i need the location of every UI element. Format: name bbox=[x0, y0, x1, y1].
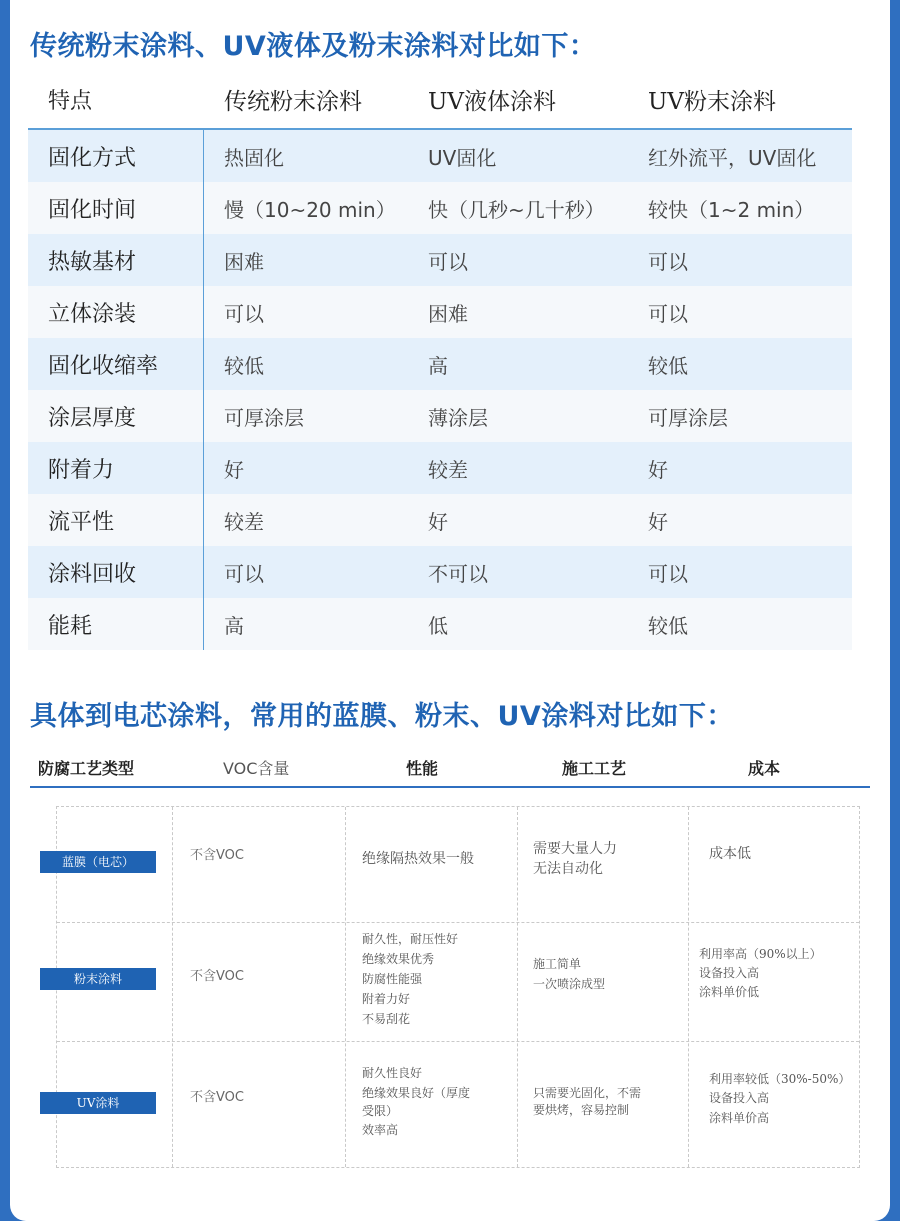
performance-line: 受限） bbox=[362, 1104, 399, 1118]
header-voc: VOC含量 bbox=[223, 759, 290, 778]
section-title-1: 传统粉末涂料、UV液体及粉末涂料对比如下： bbox=[30, 31, 597, 62]
grid-divider bbox=[172, 807, 173, 1167]
table-row bbox=[28, 286, 852, 338]
cell: 可厚涂层 bbox=[648, 405, 728, 430]
process-line: 一次喷涂成型 bbox=[533, 977, 606, 991]
process-line: 无法自动化 bbox=[533, 861, 603, 877]
performance-line: 绝缘效果良好（厚度 bbox=[362, 1086, 471, 1100]
cell: 慢（10~20 min） bbox=[224, 197, 396, 222]
process-line: 要烘烤，容易控制 bbox=[533, 1103, 630, 1117]
table-row bbox=[28, 598, 852, 650]
cell: 热固化 bbox=[224, 145, 284, 170]
cell: 可以 bbox=[648, 249, 688, 274]
row-label: 附着力 bbox=[28, 442, 204, 494]
cell: UV固化 bbox=[428, 145, 497, 170]
performance-line: 绝缘效果优秀 bbox=[362, 952, 435, 966]
voc-value: 不含VOC bbox=[190, 969, 244, 984]
comparison-table-2 bbox=[56, 806, 860, 1168]
cost-line: 成本低 bbox=[709, 846, 751, 862]
voc-value: 不含VOC bbox=[190, 848, 244, 863]
grid-divider bbox=[57, 1041, 859, 1042]
table2-header bbox=[30, 748, 870, 788]
row-label: 涂层厚度 bbox=[28, 390, 204, 442]
cost-line: 设备投入高 bbox=[699, 966, 760, 980]
table-row bbox=[28, 234, 852, 286]
performance-line: 不易刮花 bbox=[362, 1012, 411, 1026]
header-cost: 成本 bbox=[748, 759, 781, 778]
table-row bbox=[28, 494, 852, 546]
cell: 好 bbox=[224, 457, 244, 482]
cell: 可以 bbox=[648, 561, 688, 586]
process-line: 施工简单 bbox=[533, 957, 582, 971]
cost-line: 利用率高（90%以上） bbox=[699, 947, 822, 961]
cost-line: 涂料单价高 bbox=[709, 1111, 770, 1125]
cell: 较差 bbox=[428, 457, 468, 482]
grid-divider bbox=[688, 807, 689, 1167]
header-construction: 施工工艺 bbox=[562, 759, 627, 778]
table-row bbox=[28, 546, 852, 598]
row-label: 热敏基材 bbox=[28, 234, 204, 286]
grid-divider bbox=[345, 807, 346, 1167]
cell: 低 bbox=[428, 613, 448, 638]
row-label: 流平性 bbox=[28, 494, 204, 546]
performance-line: 防腐性能强 bbox=[362, 972, 423, 986]
row-label: 固化时间 bbox=[28, 182, 204, 234]
cell: 快（几秒~几十秒） bbox=[428, 197, 605, 222]
type-badge-uv: UV涂料 bbox=[40, 1092, 156, 1114]
header-uv-powder: UV粉末涂料 bbox=[648, 88, 776, 115]
type-badge-blue-film: 蓝膜（电芯） bbox=[40, 851, 156, 873]
cell: 可厚涂层 bbox=[224, 405, 304, 430]
cell: 可以 bbox=[648, 301, 688, 326]
cell: 可以 bbox=[224, 561, 264, 586]
cost-line: 设备投入高 bbox=[709, 1091, 770, 1105]
cell: 红外流平，UV固化 bbox=[648, 145, 817, 170]
cell: 困难 bbox=[224, 249, 264, 274]
cell: 好 bbox=[648, 509, 668, 534]
header-traditional-powder: 传统粉末涂料 bbox=[224, 88, 362, 115]
row-label: 能耗 bbox=[28, 598, 204, 650]
header-process-type: 防腐工艺类型 bbox=[38, 759, 135, 778]
cell: 较低 bbox=[224, 353, 264, 378]
cost-line: 涂料单价低 bbox=[699, 985, 760, 999]
grid-divider bbox=[57, 922, 859, 923]
table-row bbox=[28, 130, 852, 182]
performance-line: 耐久性，耐压性好 bbox=[362, 932, 459, 946]
table1-header bbox=[28, 70, 852, 130]
cell: 好 bbox=[648, 457, 668, 482]
cell: 可以 bbox=[428, 249, 468, 274]
table-row bbox=[28, 390, 852, 442]
cell: 可以 bbox=[224, 301, 264, 326]
process-line: 只需要光固化，不需 bbox=[533, 1086, 642, 1100]
cell: 薄涂层 bbox=[428, 405, 488, 430]
cost-line: 利用率较低（30%-50%） bbox=[709, 1072, 851, 1086]
comparison-table-1 bbox=[28, 70, 852, 650]
table-row bbox=[28, 182, 852, 234]
header-feature: 特点 bbox=[48, 88, 93, 114]
row-label: 固化方式 bbox=[28, 130, 204, 182]
performance-line: 耐久性良好 bbox=[362, 1066, 423, 1080]
cell: 好 bbox=[428, 509, 448, 534]
cell: 不可以 bbox=[428, 561, 488, 586]
performance-line: 附着力好 bbox=[362, 992, 411, 1006]
cell: 困难 bbox=[428, 301, 468, 326]
row-label: 立体涂装 bbox=[28, 286, 204, 338]
table-row bbox=[28, 338, 852, 390]
cell: 较差 bbox=[224, 509, 264, 534]
voc-value: 不含VOC bbox=[190, 1090, 244, 1105]
row-label: 固化收缩率 bbox=[28, 338, 204, 390]
process-line: 需要大量人力 bbox=[533, 841, 617, 857]
section-title-2: 具体到电芯涂料，常用的蓝膜、粉末、UV涂料对比如下： bbox=[30, 701, 734, 732]
header-uv-liquid: UV液体涂料 bbox=[428, 88, 556, 115]
performance-line: 绝缘隔热效果一般 bbox=[362, 851, 474, 867]
cell: 较快（1~2 min） bbox=[648, 197, 815, 222]
cell: 较低 bbox=[648, 353, 688, 378]
cell: 高 bbox=[428, 353, 448, 378]
grid-divider bbox=[517, 807, 518, 1167]
type-badge-powder: 粉末涂料 bbox=[40, 968, 156, 990]
performance-line: 效率高 bbox=[362, 1123, 399, 1137]
header-performance: 性能 bbox=[406, 759, 439, 778]
cell: 高 bbox=[224, 613, 244, 638]
cell: 较低 bbox=[648, 613, 688, 638]
table-row bbox=[28, 442, 852, 494]
row-label: 涂料回收 bbox=[28, 546, 204, 598]
